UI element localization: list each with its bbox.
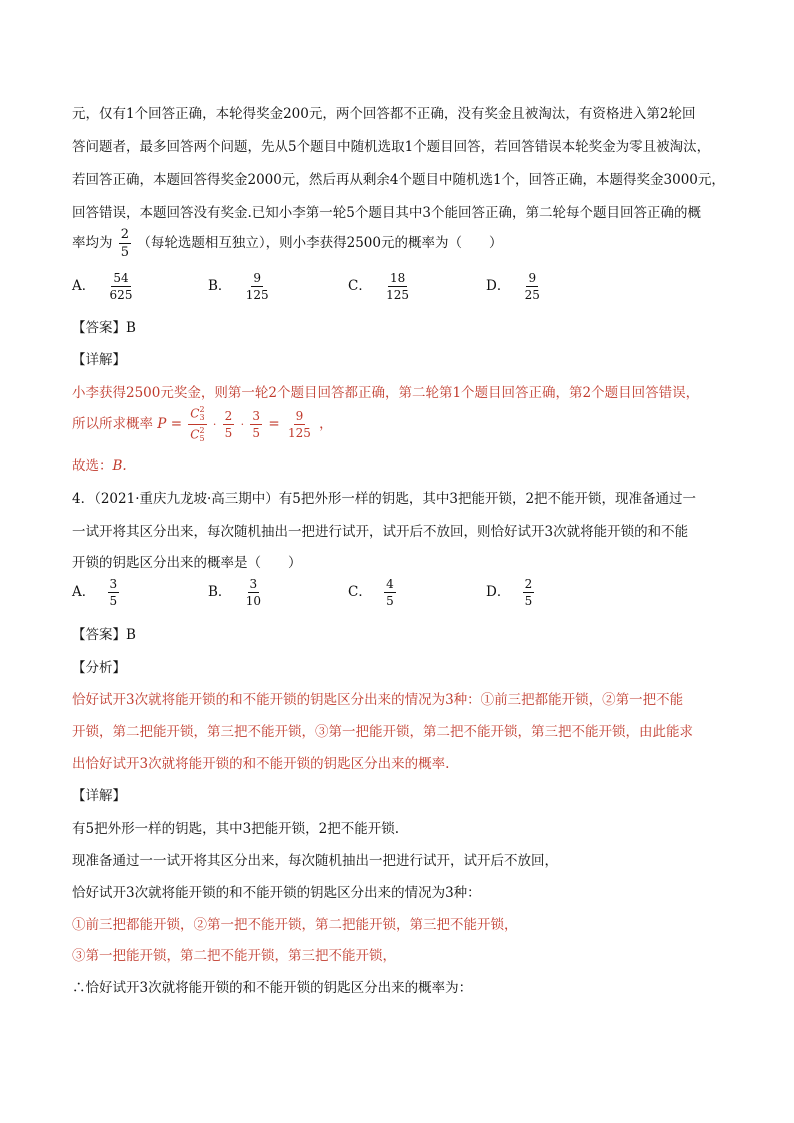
conclusion-prefix: 故选： — [72, 458, 113, 474]
comb-sup: 2 — [199, 426, 205, 435]
q3-detail-line-1: 小李获得2500元奖金，则第一轮2个题目回答都正确，第二轮第1个题目回答正确，第2个题目回答错误， — [72, 385, 700, 401]
q4-final-line: ∴恰好试开3次就将能开锁的和不能开锁的钥匙区分出来的概率为： — [72, 980, 473, 996]
q3-text-line-3: 若回答正确，本题回答得奖金2000元，然后再从剩余4个题目中随机选1个，回答正确，本题得奖金3000元， — [72, 172, 725, 188]
q4-detail-line-1: 有5把外形一样的钥匙，其中3把能开锁，2把不能开锁. — [72, 821, 400, 837]
q4-detail-line-2: 现准备通过一一试开将其区分出来，每次随机抽出一把进行试开，试开后不放回， — [72, 853, 558, 869]
q4-analysis-tag: 【分析】 — [72, 660, 126, 676]
q4-analysis-line-3: 出恰好试开3次就将能开锁的和不能开锁的钥匙区分出来的概率. — [72, 756, 450, 772]
q3-text-line-1: 元，仅有1个回答正确，本轮得奖金200元，两个回答都不正确，没有奖金且被淘汰，有资格进入第2轮回 — [72, 106, 696, 122]
option-letter: D． — [486, 278, 511, 294]
combination-fraction — [188, 406, 206, 443]
fraction-denominator: 10 — [245, 594, 261, 608]
q4-option-c — [348, 578, 398, 607]
fraction-numerator: 3 — [109, 577, 118, 591]
q3-line5-suffix: （每轮选题相互独立），则小李获得2500元的概率为（ ） — [137, 235, 503, 251]
option-fraction — [108, 272, 135, 301]
fraction-denominator: 5 — [252, 426, 261, 440]
fraction-numerator: 4 — [386, 577, 394, 591]
fraction-denominator: 5 — [386, 594, 394, 608]
fraction-numerator: 9 — [528, 271, 537, 285]
fraction-denominator: 5 — [224, 426, 233, 440]
detail-end: ， — [319, 416, 333, 432]
option-fraction — [384, 272, 411, 301]
q3-option-d — [486, 272, 544, 301]
q4-case-line-1: ①前三把都能开锁，②第一把不能开锁，第二把能开锁，第三把不能开锁， — [72, 917, 518, 933]
factor-fraction-2 — [250, 410, 262, 439]
fraction-denominator: 625 — [109, 288, 133, 302]
equals-sign: = — [170, 416, 182, 432]
option-letter: C． — [348, 584, 372, 600]
probability-variable: P — [157, 416, 167, 432]
q3-option-b — [208, 272, 273, 301]
fraction-numerator: 2 — [224, 409, 233, 423]
option-letter: B． — [208, 278, 232, 294]
q3-text-line-5 — [72, 228, 502, 259]
option-letter: A． — [72, 584, 96, 600]
fraction-numerator: 9 — [295, 409, 304, 423]
fraction-denominator: 25 — [524, 288, 540, 302]
detail-prefix: 所以所求概率 — [72, 416, 153, 432]
fraction-numerator: 9 — [253, 271, 261, 285]
comb-sup: 2 — [199, 405, 205, 414]
fraction-denominator: 5 — [120, 245, 130, 260]
equals-sign: = — [268, 416, 280, 432]
option-letter: A． — [72, 278, 96, 294]
q4-text-line-3: 开锁的钥匙区分出来的概率是（ ） — [72, 555, 302, 571]
q4-option-a — [72, 578, 121, 607]
option-letter: C． — [348, 278, 372, 294]
q4-text-line-1: 4．（2021·重庆九龙坡·高三期中）有5把外形一样的钥匙，其中3把能开锁，2把不能开锁，现准备通过一 — [72, 491, 697, 507]
fraction-numerator: 3 — [249, 577, 258, 591]
fraction-numerator: 18 — [389, 271, 406, 285]
q4-case-line-2: ③第一把能开锁，第二把不能开锁，第三把不能开锁， — [72, 948, 396, 964]
q3-text-line-4: 回答错误，本题回答没有奖金.已知小李第一轮5个题目其中3个能回答正确，第二轮每个题目回答正确的概 — [72, 205, 701, 221]
fraction-denominator: 125 — [386, 288, 410, 302]
option-fraction — [523, 578, 535, 607]
q3-conclusion — [72, 454, 127, 474]
q4-text-line-2: 一试开将其区分出来，每次随机抽出一把进行试开，试开后不放回，则恰好试开3次就将能开锁的和不能 — [72, 524, 689, 540]
fraction-denominator: 5 — [109, 594, 118, 608]
q3-answer: 【答案】B — [72, 320, 136, 336]
comb-symbol: C — [190, 406, 200, 421]
q3-option-c — [348, 272, 413, 301]
q4-detail-tag: 【详解】 — [72, 788, 126, 804]
q3-line5-prefix: 率均为 — [72, 235, 113, 251]
fraction-numerator: 2 — [524, 577, 533, 591]
q4-answer: 【答案】B — [72, 627, 136, 643]
option-letter: B． — [208, 584, 232, 600]
fraction-numerator: 3 — [252, 409, 261, 423]
fraction-numerator: 2 — [120, 227, 130, 242]
q4-detail-line-3: 恰好试开3次就将能开锁的和不能开锁的钥匙区分出来的情况为3种： — [72, 885, 481, 901]
q4-option-b — [208, 578, 265, 607]
combination-denominator — [188, 425, 206, 443]
combination-numerator — [188, 406, 206, 425]
conclusion-answer: B. — [112, 458, 127, 474]
option-fraction — [244, 272, 271, 301]
q4-analysis-line-2: 开锁，第二把能开锁，第三把不能开锁，③第一把能开锁，第二把不能开锁，第三把不能开锁，由此能求 — [72, 724, 693, 740]
q3-detail-tag: 【详解】 — [72, 352, 126, 368]
comb-sub: 3 — [199, 413, 205, 422]
option-fraction — [384, 578, 396, 607]
q3-option-a — [72, 272, 136, 301]
comb-symbol: C — [190, 427, 200, 442]
fraction-denominator: 125 — [245, 288, 269, 302]
q3-probability-fraction — [119, 228, 131, 259]
fraction-denominator: 125 — [287, 426, 311, 440]
q4-option-d — [486, 578, 536, 607]
q4-analysis-line-1: 恰好试开3次就将能开锁的和不能开锁的钥匙区分出来的情况为3种：①前三把都能开锁，②第一把不能 — [72, 692, 684, 708]
comb-sub: 5 — [199, 434, 205, 443]
option-fraction — [523, 272, 542, 301]
factor-fraction-1 — [223, 410, 235, 439]
q3-detail-line-2: 所以所求概率 P = C 2 3 C 2 5 · $\frac{2}{5}$ · $\frac{3}{5}$ = $\frac{9}{125}$ ， — [72, 405, 333, 443]
result-fraction — [286, 410, 313, 439]
option-fraction — [108, 578, 120, 607]
q3-text-line-2: 答问题者，最多回答两个问题，先从5个题目中随机选取1个题目回答，若回答错误本轮奖金为零且被淘汰， — [72, 139, 711, 155]
fraction-numerator: 54 — [113, 271, 129, 285]
option-fraction — [244, 578, 263, 607]
fraction-denominator: 5 — [524, 594, 533, 608]
option-letter: D． — [486, 584, 511, 600]
